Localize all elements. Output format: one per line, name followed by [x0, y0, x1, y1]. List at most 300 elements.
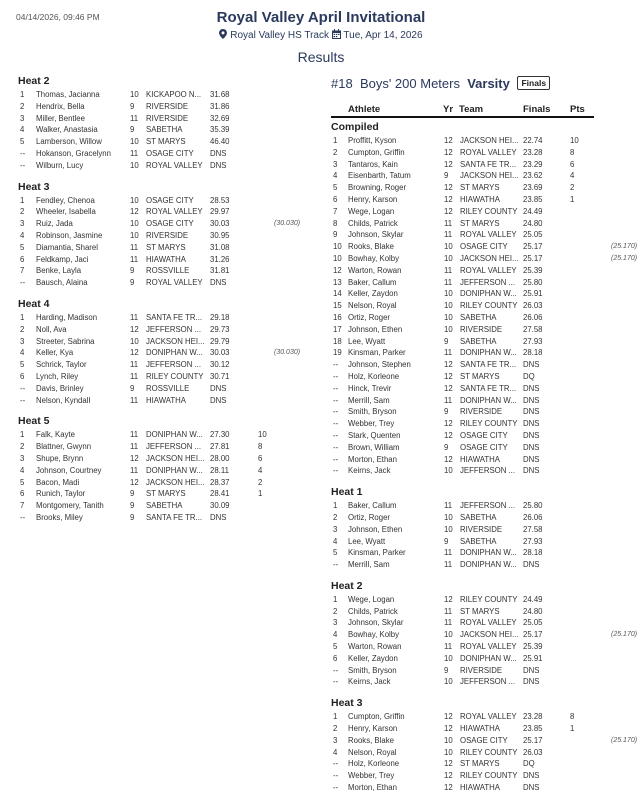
result-row	[331, 135, 631, 147]
team: RILEY COUNTY	[460, 301, 518, 311]
athlete: Tantaros, Kain	[348, 159, 398, 169]
mark: DNS	[523, 771, 540, 781]
mark: 23.69	[523, 183, 543, 193]
mark: 28.41	[210, 489, 230, 499]
team: ST MARYS	[460, 371, 500, 381]
year: 10	[444, 677, 453, 687]
place: 1	[333, 712, 338, 722]
year: 11	[444, 348, 453, 358]
mark: 30.71	[210, 371, 230, 381]
points: 1	[570, 194, 575, 204]
team: JEFFERSON ...	[146, 442, 202, 452]
athlete: Ortiz, Roger	[348, 512, 391, 522]
year: 10	[444, 289, 453, 299]
team: SANTA FE TR...	[460, 360, 517, 370]
place: 2	[333, 606, 338, 616]
year: 11	[130, 395, 139, 405]
place: 1	[20, 195, 25, 205]
mark: 23.28	[523, 712, 543, 722]
result-row	[331, 747, 631, 759]
result-row	[18, 395, 318, 407]
place: 1	[333, 501, 338, 511]
mark: 27.30	[210, 430, 230, 440]
year: 10	[444, 735, 453, 745]
athlete: Blattner, Gwynn	[36, 442, 92, 452]
athlete: Streeter, Sabrina	[36, 336, 95, 346]
place: 3	[333, 735, 338, 745]
mark: DQ	[523, 759, 535, 769]
place: 2	[20, 101, 25, 111]
result-row	[18, 206, 318, 218]
result-row	[18, 277, 318, 289]
team: SANTA FE TR...	[146, 512, 203, 522]
athlete: Hinck, Trevir	[348, 383, 392, 393]
place: --	[333, 383, 339, 393]
result-row	[331, 406, 631, 418]
team: ROYAL VALLEY	[460, 712, 517, 722]
result-row	[18, 512, 318, 524]
year: 12	[444, 136, 453, 145]
team: SANTA FE TR...	[146, 312, 203, 322]
athlete: Bacon, Madi	[36, 477, 80, 487]
athlete: Childs, Patrick	[348, 606, 398, 616]
section-heading: Heat 4	[18, 297, 50, 310]
team: JACKSON HEI...	[146, 453, 205, 463]
athlete: Brown, William	[348, 442, 400, 452]
athlete: Lynch, Riley	[36, 371, 79, 381]
team: JACKSON HEI...	[146, 477, 205, 487]
mark: 26.03	[523, 747, 543, 757]
place: 7	[333, 206, 338, 216]
athlete: Keller, Zaydon	[348, 653, 398, 663]
athlete: Morton, Ethan	[348, 783, 397, 793]
year: 11	[130, 113, 139, 123]
mark: 23.85	[523, 194, 543, 204]
place: --	[333, 360, 339, 370]
mark: DNS	[210, 395, 227, 405]
result-row	[331, 758, 631, 770]
year: 10	[130, 230, 139, 240]
points: 2	[258, 477, 263, 487]
place: --	[333, 771, 339, 781]
athlete: Brooks, Miley	[36, 512, 83, 522]
year: 11	[444, 218, 453, 228]
team: RIVERSIDE	[460, 524, 503, 534]
year: 12	[444, 194, 453, 204]
team: ROYAL VALLEY	[460, 230, 517, 240]
year: 10	[130, 336, 139, 346]
place: 4	[333, 536, 338, 546]
table-header	[331, 100, 594, 118]
team: DONIPHAN W...	[146, 465, 203, 475]
team: OSAGE CITY	[460, 735, 508, 745]
athlete: Bowhay, Kolby	[348, 253, 399, 263]
result-row	[18, 113, 318, 125]
mark: 30.12	[210, 360, 230, 370]
mark: 24.49	[523, 206, 543, 216]
points: 4	[570, 171, 575, 181]
team: DONIPHAN W...	[460, 348, 517, 358]
place: --	[333, 677, 339, 687]
place: 1	[333, 136, 338, 145]
year: 11	[130, 360, 139, 370]
result-row	[331, 418, 631, 430]
points: 6	[570, 159, 575, 169]
year: 9	[444, 442, 449, 452]
event-number: #18	[331, 76, 353, 91]
mark: DNS	[210, 278, 227, 288]
mark: DNS	[210, 383, 227, 393]
athlete: Schrick, Taylor	[36, 360, 87, 370]
athlete: Noll, Ava	[36, 324, 67, 334]
section-heading: Heat 2	[331, 579, 363, 592]
year: 9	[130, 278, 135, 288]
result-row	[331, 383, 631, 395]
team: ROSSVILLE	[146, 266, 190, 276]
year: 11	[444, 265, 453, 275]
team: ROYAL VALLEY	[146, 160, 203, 170]
place: --	[333, 665, 339, 675]
mark: DNS	[523, 454, 540, 464]
team: OSAGE CITY	[146, 195, 194, 205]
place: --	[20, 278, 26, 288]
place: --	[333, 560, 339, 570]
mark: DNS	[523, 407, 540, 417]
place: 19	[333, 348, 342, 358]
col-yr: Yr	[443, 104, 454, 115]
mark: 27.58	[523, 324, 543, 334]
team: SABETHA	[146, 125, 183, 135]
place: 3	[20, 453, 25, 463]
athlete: Holz, Korleone	[348, 759, 400, 769]
tiebreak: (25.170)	[611, 631, 638, 639]
place: 2	[20, 442, 25, 452]
year: 10	[444, 466, 453, 476]
result-row	[331, 524, 631, 536]
mark: DNS	[523, 466, 540, 476]
year: 11	[444, 501, 453, 511]
athlete: Fendley, Chenoa	[36, 195, 95, 205]
place: 2	[20, 324, 25, 334]
place: 4	[333, 171, 338, 181]
team: JEFFERSON ...	[146, 324, 202, 334]
mark: 28.37	[210, 477, 230, 487]
athlete: Keller, Kya	[36, 348, 74, 358]
place: 2	[20, 207, 25, 217]
mark: 46.40	[210, 137, 230, 147]
mark: 27.93	[523, 336, 543, 346]
result-row	[18, 265, 318, 277]
mark: 28.18	[523, 548, 543, 558]
year: 11	[444, 560, 453, 570]
athlete: Keirns, Jack	[348, 466, 391, 476]
place: 17	[333, 324, 342, 334]
year: 9	[444, 536, 449, 546]
col-athlete: Athlete	[348, 104, 381, 115]
team: RILEY COUNTY	[460, 594, 518, 604]
mark: 29.79	[210, 336, 230, 346]
mark: 27.81	[210, 442, 230, 452]
points: 2	[570, 183, 575, 193]
athlete: Cumpton, Griffin	[348, 712, 405, 722]
mark: 25.05	[523, 230, 543, 240]
year: 12	[444, 712, 453, 722]
place: 5	[20, 360, 25, 370]
athlete: Ruiz, Jada	[36, 219, 73, 229]
col-pts: Pts	[570, 104, 585, 115]
result-row	[18, 242, 318, 254]
mark: 25.17	[523, 630, 543, 640]
athlete: Kinsman, Parker	[348, 348, 406, 358]
mark: 30.95	[210, 230, 230, 240]
result-row	[331, 500, 631, 512]
result-row	[18, 136, 318, 148]
year: 12	[130, 348, 139, 358]
team: DONIPHAN W...	[146, 430, 203, 440]
team: RILEY COUNTY	[146, 371, 204, 381]
team: HIAWATHA	[460, 194, 500, 204]
team: HIAWATHA	[146, 395, 186, 405]
year: 9	[130, 101, 135, 111]
place: 10	[333, 242, 342, 252]
result-row	[18, 477, 318, 489]
mark: DNS	[523, 430, 540, 440]
year: 12	[444, 206, 453, 216]
place: 5	[333, 183, 338, 193]
mark: 30.03	[210, 219, 230, 229]
mark: DNS	[523, 665, 540, 675]
tiebreak: (30.030)	[274, 349, 301, 357]
result-row	[331, 324, 631, 336]
mark: 31.81	[210, 266, 230, 276]
athlete: Diamantia, Sharel	[36, 242, 98, 252]
result-row	[331, 147, 631, 159]
meet-info	[0, 29, 642, 41]
year: 10	[130, 137, 139, 147]
athlete: Wilburn, Lucy	[36, 160, 84, 170]
year: 12	[444, 183, 453, 193]
team: RIVERSIDE	[146, 113, 189, 123]
result-row	[331, 536, 631, 548]
year: 9	[130, 512, 135, 522]
place: 5	[20, 477, 25, 487]
mark: 25.91	[523, 289, 543, 299]
mark: 31.08	[210, 242, 230, 252]
year: 11	[444, 395, 453, 405]
result-row	[331, 288, 631, 300]
team: OSAGE CITY	[460, 242, 508, 252]
athlete: Morton, Ethan	[348, 454, 397, 464]
result-row	[331, 194, 631, 206]
year: 11	[444, 606, 453, 616]
year: 10	[444, 312, 453, 322]
tiebreak: (30.030)	[274, 220, 301, 228]
year: 9	[444, 665, 449, 675]
athlete: Harding, Madison	[36, 312, 98, 322]
section-heading: Heat 5	[18, 415, 50, 428]
mark: 25.05	[523, 618, 543, 628]
mark: DNS	[523, 360, 540, 370]
athlete: Eisenbarth, Tatum	[348, 171, 411, 181]
athlete: Wege, Logan	[348, 594, 395, 604]
year: 10	[444, 301, 453, 311]
athlete: Smith, Bryson	[348, 407, 397, 417]
team: DONIPHAN W...	[460, 560, 517, 570]
result-row	[331, 629, 638, 641]
result-row	[18, 347, 318, 359]
team: SABETHA	[146, 501, 183, 511]
mark: DNS	[523, 419, 540, 429]
place: 9	[333, 230, 338, 240]
athlete: Webber, Trey	[348, 771, 395, 781]
athlete: Feldkamp, Jaci	[36, 254, 89, 264]
mark: 35.39	[210, 125, 230, 135]
team: SABETHA	[460, 336, 497, 346]
tiebreak: (25.170)	[611, 254, 638, 262]
place: 3	[20, 336, 25, 346]
year: 12	[130, 453, 139, 463]
year: 12	[444, 147, 453, 157]
points: 10	[570, 136, 579, 145]
result-row	[331, 594, 631, 606]
mark: 31.68	[210, 90, 230, 99]
mark: DNS	[210, 148, 227, 158]
result-row	[331, 229, 631, 241]
year: 11	[130, 254, 139, 264]
place: 4	[20, 348, 25, 358]
mark: 29.18	[210, 312, 230, 322]
team: ROSSVILLE	[146, 383, 190, 393]
place: 5	[20, 137, 25, 147]
points: 10	[258, 430, 267, 440]
athlete: Shupe, Brynn	[36, 453, 84, 463]
result-row	[18, 465, 318, 477]
athlete: Kinsman, Parker	[348, 548, 406, 558]
athlete: Johnson, Skylar	[348, 618, 404, 628]
year: 10	[444, 630, 453, 640]
team: ROYAL VALLEY	[460, 147, 517, 157]
mark: 29.97	[210, 207, 230, 217]
result-row	[331, 512, 631, 524]
place: 15	[333, 301, 342, 311]
mark: 30.09	[210, 501, 230, 511]
result-row	[18, 254, 318, 266]
place: 4	[20, 465, 25, 475]
place: --	[20, 395, 26, 405]
year: 10	[444, 253, 453, 263]
athlete: Nelson, Royal	[348, 301, 397, 311]
athlete: Lamberson, Willow	[36, 137, 102, 147]
mark: 23.29	[523, 159, 543, 169]
result-row	[331, 430, 631, 442]
team: RIVERSIDE	[146, 101, 189, 111]
points: 1	[570, 724, 575, 734]
result-row	[18, 195, 318, 207]
team: RILEY COUNTY	[460, 419, 518, 429]
tiebreak: (25.170)	[611, 736, 638, 744]
place: 12	[333, 265, 342, 275]
result-row	[18, 124, 318, 136]
result-row	[18, 160, 318, 172]
year: 9	[444, 407, 449, 417]
result-row	[331, 782, 631, 794]
year: 11	[130, 148, 139, 158]
year: 10	[444, 747, 453, 757]
athlete: Lee, Wyatt	[348, 336, 386, 346]
result-row	[331, 547, 631, 559]
year: 9	[130, 501, 135, 511]
mark: DNS	[523, 395, 540, 405]
mark: DNS	[523, 677, 540, 687]
team: ST MARYS	[146, 242, 186, 252]
place: 4	[333, 747, 338, 757]
team: JEFFERSON ...	[460, 677, 516, 687]
result-row	[331, 465, 631, 477]
section-heading: Heat 1	[331, 486, 363, 499]
athlete: Childs, Patrick	[348, 218, 398, 228]
result-row	[331, 182, 631, 194]
result-row	[18, 383, 318, 395]
place: 7	[20, 266, 25, 276]
team: SANTA FE TR...	[460, 159, 517, 169]
year: 12	[444, 759, 453, 769]
team: ROYAL VALLEY	[146, 278, 203, 288]
athlete: Wheeler, Isabella	[36, 207, 96, 217]
mark: 25.91	[523, 653, 543, 663]
team: ST MARYS	[460, 606, 500, 616]
year: 12	[444, 419, 453, 429]
team: JACKSON HEI...	[460, 630, 519, 640]
place: 4	[20, 230, 25, 240]
year: 10	[444, 653, 453, 663]
mark: 28.18	[523, 348, 543, 358]
athlete: Lee, Wyatt	[348, 536, 386, 546]
team: HIAWATHA	[460, 783, 500, 793]
team: RILEY COUNTY	[460, 771, 518, 781]
athlete: Ortiz, Roger	[348, 312, 391, 322]
year: 12	[444, 159, 453, 169]
year: 9	[130, 383, 135, 393]
year: 12	[444, 360, 453, 370]
year: 11	[130, 465, 139, 475]
print-timestamp: 04/14/2026, 09:46 PM	[16, 12, 100, 22]
place: 8	[333, 218, 338, 228]
result-row	[18, 101, 318, 113]
year: 10	[130, 90, 139, 99]
athlete: Benke, Layla	[36, 266, 82, 276]
mark: DNS	[523, 383, 540, 393]
place: 4	[333, 630, 338, 640]
mark: 26.06	[523, 512, 543, 522]
athlete: Proffitt, Kyson	[348, 136, 397, 145]
place: 13	[333, 277, 342, 287]
place: --	[20, 512, 26, 522]
team: SABETHA	[460, 312, 497, 322]
athlete: Nelson, Kyndall	[36, 395, 91, 405]
mark: 23.85	[523, 724, 543, 734]
result-row	[331, 735, 638, 747]
place: --	[20, 148, 26, 158]
mark: DNS	[210, 160, 227, 170]
mark: DNS	[523, 442, 540, 452]
place: 4	[20, 125, 25, 135]
mark: 28.00	[210, 453, 230, 463]
points: 6	[258, 453, 263, 463]
team: DONIPHAN W...	[146, 348, 203, 358]
result-row	[331, 265, 631, 277]
place: 2	[333, 147, 338, 157]
year: 12	[444, 771, 453, 781]
